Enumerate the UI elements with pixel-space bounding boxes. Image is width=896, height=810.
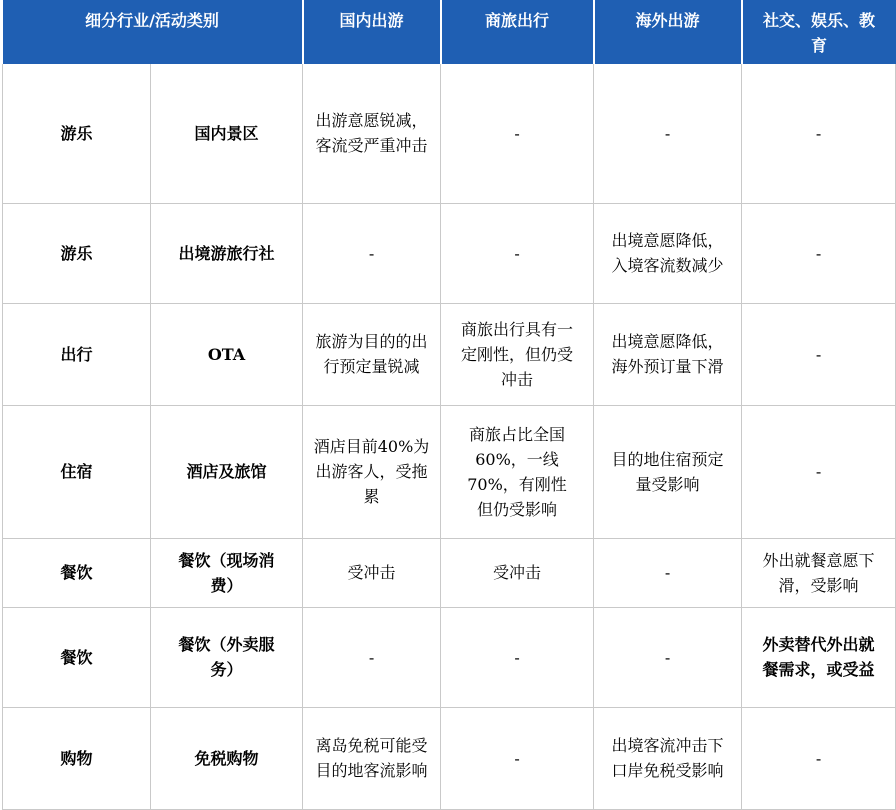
domestic-cell: - (303, 607, 441, 707)
activity-cell: 餐饮（外卖服务） (151, 607, 303, 707)
social-cell: - (742, 405, 896, 538)
social-cell: 外出就餐意愿下滑，受影响 (742, 538, 896, 607)
social-cell: - (742, 203, 896, 303)
table-row (3, 203, 896, 303)
header-row (3, 0, 896, 64)
table-row (3, 64, 896, 203)
overseas-cell: - (594, 607, 742, 707)
industry-cell: 购物 (3, 707, 151, 809)
domestic-cell: 离岛免税可能受目的地客流影响 (303, 707, 441, 809)
business-cell: - (441, 64, 594, 203)
header-domestic-travel: 国内出游 (303, 0, 441, 64)
overseas-cell: - (594, 538, 742, 607)
overseas-cell: - (594, 64, 742, 203)
business-cell: 商旅出行具有一定刚性，但仍受冲击 (441, 303, 594, 405)
business-cell: 商旅占比全国60%，一线70%，有刚性但仍受影响 (441, 405, 594, 538)
industry-cell: 游乐 (3, 64, 151, 203)
industry-cell: 游乐 (3, 203, 151, 303)
table-row (3, 538, 896, 607)
social-cell: - (742, 707, 896, 809)
overseas-cell: 出境客流冲击下口岸免税受影响 (594, 707, 742, 809)
table-row (3, 707, 896, 809)
overseas-cell: 出境意愿降低，海外预订量下滑 (594, 303, 742, 405)
activity-cell: 酒店及旅馆 (151, 405, 303, 538)
table-row (3, 607, 896, 707)
activity-cell: 餐饮（现场消费） (151, 538, 303, 607)
domestic-cell: 出游意愿锐减，客流受严重冲击 (303, 64, 441, 203)
business-cell: - (441, 707, 594, 809)
business-cell: - (441, 203, 594, 303)
table-row (3, 303, 896, 405)
business-cell: - (441, 607, 594, 707)
activity-cell: 免税购物 (151, 707, 303, 809)
domestic-cell: 酒店目前40%为出游客人，受拖累 (303, 405, 441, 538)
business-cell: 受冲击 (441, 538, 594, 607)
industry-cell: 住宿 (3, 405, 151, 538)
activity-cell: 国内景区 (151, 64, 303, 203)
activity-cell: 出境游旅行社 (151, 203, 303, 303)
industry-cell: 餐饮 (3, 538, 151, 607)
activity-cell: OTA (151, 303, 303, 405)
social-cell: 外卖替代外出就餐需求，或受益 (742, 607, 896, 707)
overseas-cell: 目的地住宿预定量受影响 (594, 405, 742, 538)
header-business-travel: 商旅出行 (441, 0, 594, 64)
header-category: 细分行业/活动类别 (3, 0, 303, 64)
header-social-entertainment: 社交、娱乐、教育 (742, 0, 896, 64)
industry-impact-table (2, 0, 896, 810)
social-cell: - (742, 64, 896, 203)
table-row (3, 405, 896, 538)
social-cell: - (742, 303, 896, 405)
domestic-cell: - (303, 203, 441, 303)
overseas-cell: 出境意愿降低，入境客流数减少 (594, 203, 742, 303)
industry-cell: 出行 (3, 303, 151, 405)
domestic-cell: 受冲击 (303, 538, 441, 607)
industry-cell: 餐饮 (3, 607, 151, 707)
domestic-cell: 旅游为目的的出行预定量锐减 (303, 303, 441, 405)
header-overseas-travel: 海外出游 (594, 0, 742, 64)
